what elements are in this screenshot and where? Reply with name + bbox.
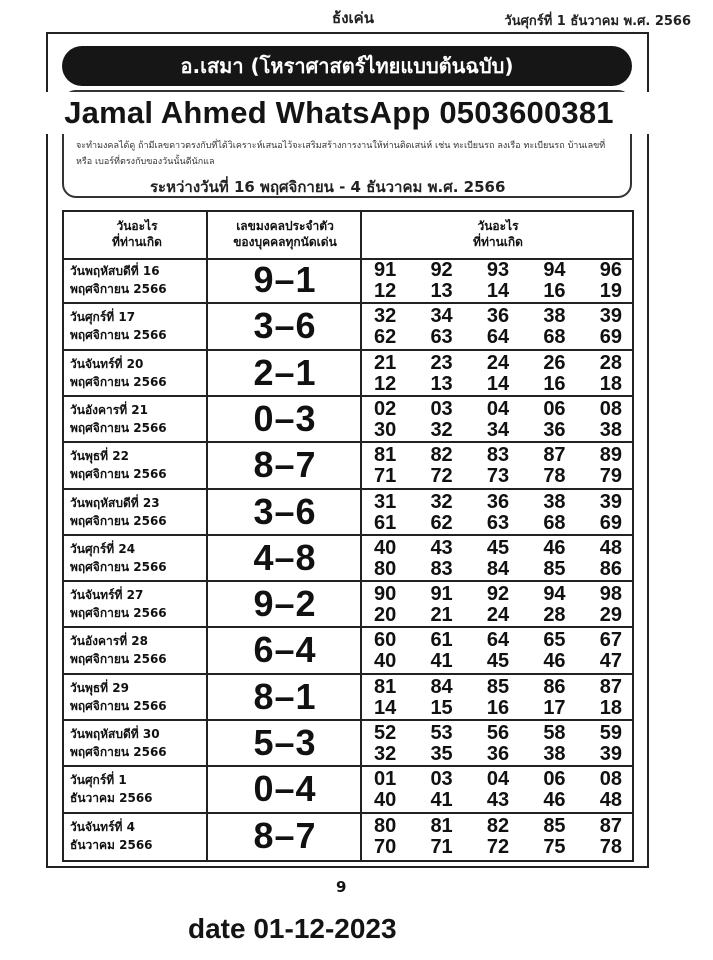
lucky-number: 30 — [374, 418, 397, 441]
lucky-number: 75 — [543, 835, 566, 858]
numbers-line-2 — [366, 837, 630, 858]
lucky-pair: 3–6 — [253, 490, 317, 532]
lucky-pair: 4–8 — [253, 536, 317, 578]
lucky-number: 13 — [430, 280, 453, 302]
month-label: พฤศจิกายน 2566 — [70, 467, 167, 482]
birth-day-cell — [70, 355, 204, 391]
birth-day-cell — [70, 308, 204, 344]
lucky-pair: 0–3 — [253, 397, 317, 439]
lucky-number: 18 — [599, 696, 622, 719]
lucky-number: 18 — [599, 372, 622, 395]
lucky-number: 92 — [430, 259, 453, 281]
lucky-number: 04 — [486, 768, 510, 791]
lucky-number: 34 — [486, 418, 510, 441]
numbers-line-2 — [366, 374, 630, 395]
birth-day-cell — [70, 771, 204, 807]
lucky-number: 52 — [374, 722, 397, 745]
month-label: พฤศจิกายน 2566 — [70, 328, 167, 343]
birth-day-cell — [70, 447, 204, 483]
lucky-number: 21 — [430, 604, 453, 627]
lucky-number: 53 — [430, 722, 453, 745]
lucky-numbers — [366, 723, 630, 765]
lucky-number: 89 — [599, 444, 622, 467]
lucky-pair: 0–4 — [253, 768, 317, 810]
lucky-number: 38 — [543, 490, 566, 513]
month-label: พฤศจิกายน 2566 — [70, 652, 167, 667]
table-row — [64, 582, 632, 628]
lucky-number: 85 — [486, 675, 510, 698]
month-label: ธันวาคม 2566 — [70, 837, 153, 852]
lucky-number: 85 — [543, 814, 566, 837]
lucky-number: 43 — [430, 536, 453, 559]
table-row — [64, 721, 632, 767]
lucky-number: 71 — [374, 465, 397, 488]
birth-day-cell — [70, 725, 204, 761]
lucky-number: 32 — [374, 743, 397, 766]
lucky-number: 69 — [599, 326, 622, 349]
lucky-number: 02 — [374, 397, 397, 420]
lucky-number: 14 — [486, 372, 510, 395]
numbers-line-2 — [366, 559, 630, 580]
table-row — [64, 536, 632, 582]
day-label: วันพฤหัสบดีที่ 23 — [70, 495, 160, 510]
lucky-number: 39 — [599, 743, 622, 766]
month-label: พฤศจิกายน 2566 — [70, 374, 167, 389]
birth-day-cell — [70, 632, 204, 668]
lucky-number: 86 — [543, 675, 566, 698]
lucky-number: 39 — [599, 305, 622, 328]
lucky-number: 13 — [430, 372, 453, 395]
lucky-number: 84 — [486, 557, 510, 580]
lucky-number: 91 — [430, 583, 453, 606]
lucky-pair: 2–1 — [253, 351, 317, 393]
page-number: 9 — [336, 878, 347, 896]
lucky-numbers — [366, 445, 630, 487]
lucky-number: 84 — [430, 675, 453, 698]
lucky-number: 08 — [599, 768, 622, 791]
month-label: พฤศจิกายน 2566 — [70, 559, 167, 574]
numbers-line-1 — [366, 306, 630, 327]
table-row — [64, 258, 632, 304]
month-label: พฤศจิกายน 2566 — [70, 420, 167, 435]
lucky-number: 78 — [599, 835, 622, 858]
table-row — [64, 351, 632, 397]
numbers-line-1 — [366, 538, 630, 559]
header-lucky-pair — [210, 218, 360, 250]
table-row — [64, 397, 632, 443]
table-header — [64, 212, 632, 260]
day-label: วันจันทร์ที่ 4 — [70, 819, 135, 834]
numbers-line-2 — [366, 605, 630, 626]
lucky-number: 38 — [599, 418, 622, 441]
lucky-numbers — [366, 584, 630, 626]
lucky-number: 83 — [486, 444, 510, 467]
lucky-number: 26 — [543, 351, 566, 374]
month-label: พฤศจิกายน 2566 — [70, 282, 167, 296]
lucky-number: 85 — [543, 557, 566, 580]
numbers-line-1 — [366, 584, 630, 605]
numbers-line-1 — [366, 399, 630, 420]
lucky-number: 40 — [374, 650, 397, 673]
numbers-line-2 — [366, 698, 630, 719]
lucky-number: 67 — [599, 629, 622, 652]
lucky-number: 04 — [486, 397, 510, 420]
issue-date: วันศุกร์ที่ 1 ธันวาคม พ.ศ. 2566 — [504, 14, 691, 29]
header-line: ที่ท่านเกิด — [112, 235, 162, 249]
lucky-number: 32 — [430, 418, 453, 441]
lucky-numbers — [366, 538, 630, 580]
date-note: date 01-12-2023 — [188, 913, 397, 944]
column-title: อ.เสมา (โหราศาสตร์ไทยแบบต้นฉบับ) — [62, 46, 632, 86]
lucky-number: 91 — [374, 259, 397, 281]
lucky-number: 86 — [599, 557, 622, 580]
lucky-numbers — [366, 769, 630, 811]
lucky-number: 46 — [543, 789, 566, 812]
numbers-line-1 — [366, 492, 630, 513]
lucky-number: 29 — [599, 604, 622, 627]
lucky-number: 94 — [543, 583, 566, 606]
lucky-number: 69 — [599, 511, 622, 534]
lucky-number: 16 — [486, 696, 510, 719]
lucky-number: 65 — [543, 629, 566, 652]
lucky-number: 87 — [599, 675, 622, 698]
lucky-number: 62 — [374, 326, 397, 349]
lucky-number: 46 — [543, 650, 566, 673]
numbers-line-1 — [366, 445, 630, 466]
table-row — [64, 443, 632, 489]
birth-day-cell — [70, 540, 204, 576]
lucky-number: 47 — [599, 650, 622, 673]
lucky-number: 38 — [543, 743, 566, 766]
lucky-number: 01 — [374, 768, 397, 791]
lucky-pair: 5–3 — [253, 722, 317, 764]
lucky-number: 39 — [599, 490, 622, 513]
lucky-number: 60 — [374, 629, 397, 652]
lucky-number: 61 — [374, 511, 397, 534]
lucky-numbers — [366, 353, 630, 395]
header-line: ของบุคคลทุกนัดเด่น — [233, 235, 337, 249]
lucky-number: 36 — [486, 305, 510, 328]
numbers-line-1 — [366, 769, 630, 790]
lucky-number: 28 — [599, 351, 622, 374]
lucky-numbers — [366, 399, 630, 441]
numbers-line-2 — [366, 327, 630, 348]
lucky-numbers — [366, 677, 630, 719]
lucky-pair: 6–4 — [253, 629, 317, 671]
lucky-number: 06 — [543, 768, 566, 791]
lucky-number: 40 — [374, 536, 397, 559]
header-line: เลขมงคลประจำตัว — [236, 219, 334, 233]
lucky-number: 16 — [543, 372, 566, 395]
lucky-number: 16 — [543, 280, 566, 302]
lucky-number: 06 — [543, 397, 566, 420]
lucky-number-table — [62, 210, 634, 862]
day-label: วันจันทร์ที่ 20 — [70, 356, 144, 371]
numbers-line-2 — [366, 651, 630, 672]
lucky-pair: 9–2 — [253, 583, 317, 625]
lucky-number: 35 — [430, 743, 453, 766]
whatsapp-overlay-text: Jamal Ahmed WhatsApp 0503600381 — [28, 92, 650, 134]
birth-day-cell — [70, 818, 204, 854]
lucky-number: 98 — [599, 583, 622, 606]
lucky-number: 17 — [543, 696, 566, 719]
lucky-number: 03 — [430, 397, 453, 420]
lucky-number: 71 — [430, 835, 453, 858]
lucky-number: 36 — [486, 490, 510, 513]
header-line: วันอะไร — [477, 219, 519, 233]
header-birth-day — [70, 218, 204, 250]
lucky-number: 81 — [374, 444, 397, 467]
lucky-pair: 3–6 — [253, 305, 317, 347]
lucky-number: 40 — [374, 789, 397, 812]
lucky-number: 48 — [599, 789, 622, 812]
lucky-number: 45 — [486, 650, 510, 673]
lucky-number: 78 — [543, 465, 566, 488]
numbers-line-2 — [366, 281, 630, 302]
lucky-numbers — [366, 630, 630, 672]
lucky-number: 72 — [430, 465, 453, 488]
birth-day-cell — [70, 494, 204, 530]
lucky-number: 59 — [599, 722, 622, 745]
table-row — [64, 628, 632, 674]
lucky-number: 82 — [430, 444, 453, 467]
table-row — [64, 490, 632, 536]
lucky-number: 48 — [599, 536, 622, 559]
lucky-numbers — [366, 306, 630, 348]
lucky-number: 36 — [486, 743, 510, 766]
lucky-number: 56 — [486, 722, 510, 745]
date-range: ระหว่างวันที่ 16 พฤศจิกายน - 4 ธันวาคม พ.ศ. 2566 — [150, 178, 506, 196]
numbers-line-2 — [366, 513, 630, 534]
lucky-number: 58 — [543, 722, 566, 745]
lucky-number: 94 — [543, 259, 566, 281]
lucky-numbers — [366, 260, 630, 302]
numbers-line-1 — [366, 630, 630, 651]
lucky-number: 70 — [374, 835, 397, 858]
lucky-number: 28 — [543, 604, 566, 627]
header-line: วันอะไร — [116, 219, 158, 233]
numbers-line-1 — [366, 677, 630, 698]
numbers-line-1 — [366, 353, 630, 374]
day-label: วันจันทร์ที่ 27 — [70, 588, 144, 603]
lucky-number: 41 — [430, 789, 453, 812]
lucky-number: 36 — [543, 418, 566, 441]
numbers-line-2 — [366, 466, 630, 487]
lucky-numbers — [366, 492, 630, 534]
day-label: วันอังคารที่ 21 — [70, 402, 149, 417]
lucky-number: 93 — [486, 259, 510, 281]
lucky-number: 03 — [430, 768, 453, 791]
lucky-number: 20 — [374, 604, 397, 627]
lucky-number: 41 — [430, 650, 453, 673]
lucky-number: 45 — [486, 536, 510, 559]
lucky-number: 14 — [374, 696, 397, 719]
lucky-pair: 9–1 — [253, 259, 317, 300]
birth-day-cell — [70, 401, 204, 437]
lucky-number: 43 — [486, 789, 510, 812]
lucky-number: 32 — [374, 305, 397, 328]
page-header — [0, 0, 713, 34]
lucky-number: 63 — [486, 511, 510, 534]
lucky-pair: 8–7 — [253, 444, 317, 486]
lucky-number: 31 — [374, 490, 397, 513]
lucky-number: 14 — [486, 280, 510, 302]
lucky-number: 68 — [543, 326, 566, 349]
day-label: วันพุธที่ 22 — [70, 449, 129, 464]
birth-day-cell — [70, 679, 204, 715]
lucky-number: 08 — [599, 397, 622, 420]
numbers-line-1 — [366, 723, 630, 744]
lucky-number: 15 — [430, 696, 453, 719]
lucky-number: 82 — [486, 814, 510, 837]
table-row — [64, 767, 632, 813]
header-line: ที่ท่านเกิด — [473, 235, 523, 249]
day-label: วันพุธที่ 29 — [70, 680, 129, 695]
table-row — [64, 814, 632, 860]
lucky-number: 72 — [486, 835, 510, 858]
table-row — [64, 675, 632, 721]
lucky-pair: 8–1 — [253, 675, 317, 717]
lucky-number: 81 — [374, 675, 397, 698]
month-label: พฤศจิกายน 2566 — [70, 606, 167, 621]
lucky-number: 32 — [430, 490, 453, 513]
intro-text: จะทำมงคลได้ดู ถ้ามีเลขดาวตรงกับที่ได้วิเคราะห์เสนอไว้จะเสริมสร้างการงานให้ท่านติดเสน่ห์ เช่น ทะเบียนรถ ลงเรือ ทะเบียนรถ บ้านเลขที่ หรือ เบอร์ที่ตรงกับของวันนั้นดีนักแล — [76, 141, 606, 167]
lucky-number: 64 — [486, 629, 510, 652]
lucky-number: 90 — [374, 583, 397, 606]
publication-logo: ธ้งเค่น — [332, 9, 374, 27]
lucky-number: 87 — [543, 444, 566, 467]
lucky-number: 81 — [430, 814, 453, 837]
lucky-number: 24 — [486, 351, 510, 374]
day-label: วันศุกร์ที่ 17 — [70, 310, 136, 325]
month-label: พฤศจิกายน 2566 — [70, 513, 167, 528]
lucky-number: 46 — [543, 536, 566, 559]
lucky-number: 68 — [543, 511, 566, 534]
numbers-line-1 — [366, 260, 630, 281]
numbers-line-2 — [366, 744, 630, 765]
lucky-number: 12 — [374, 372, 397, 395]
lucky-number: 80 — [374, 557, 397, 580]
lucky-number: 63 — [430, 326, 453, 349]
lucky-number: 19 — [599, 280, 622, 302]
lucky-number: 73 — [486, 465, 510, 488]
lucky-number: 23 — [430, 351, 453, 374]
lucky-number: 64 — [486, 326, 510, 349]
birth-day-cell — [70, 586, 204, 622]
lucky-number: 12 — [374, 280, 397, 302]
lucky-number: 96 — [599, 259, 622, 281]
numbers-line-2 — [366, 420, 630, 441]
lucky-numbers — [366, 816, 630, 858]
month-label: ธันวาคม 2566 — [70, 791, 153, 806]
lucky-number: 34 — [430, 305, 453, 328]
day-label: วันพฤหัสบดีที่ 30 — [70, 727, 160, 742]
lucky-number: 92 — [486, 583, 510, 606]
lucky-number: 83 — [430, 557, 453, 580]
numbers-line-2 — [366, 790, 630, 811]
day-label: วันอังคารที่ 28 — [70, 634, 149, 649]
lucky-number: 24 — [486, 604, 510, 627]
lucky-number: 80 — [374, 814, 397, 837]
lucky-number: 79 — [599, 465, 622, 488]
day-label: วันศุกร์ที่ 24 — [70, 541, 136, 556]
lucky-number: 62 — [430, 511, 453, 534]
lucky-number: 38 — [543, 305, 566, 328]
lucky-number: 87 — [599, 814, 622, 837]
header-lucky-numbers — [364, 218, 632, 250]
table-row — [64, 304, 632, 350]
day-label: วันศุกร์ที่ 1 — [70, 773, 127, 788]
birth-day-cell — [70, 262, 204, 298]
lucky-number: 21 — [374, 351, 397, 374]
day-label: วันพฤหัสบดีที่ 16 — [70, 264, 160, 278]
numbers-line-1 — [366, 816, 630, 837]
lucky-pair: 8–7 — [253, 814, 317, 856]
month-label: พฤศจิกายน 2566 — [70, 698, 167, 713]
lucky-number: 61 — [430, 629, 453, 652]
month-label: พฤศจิกายน 2566 — [70, 745, 167, 760]
